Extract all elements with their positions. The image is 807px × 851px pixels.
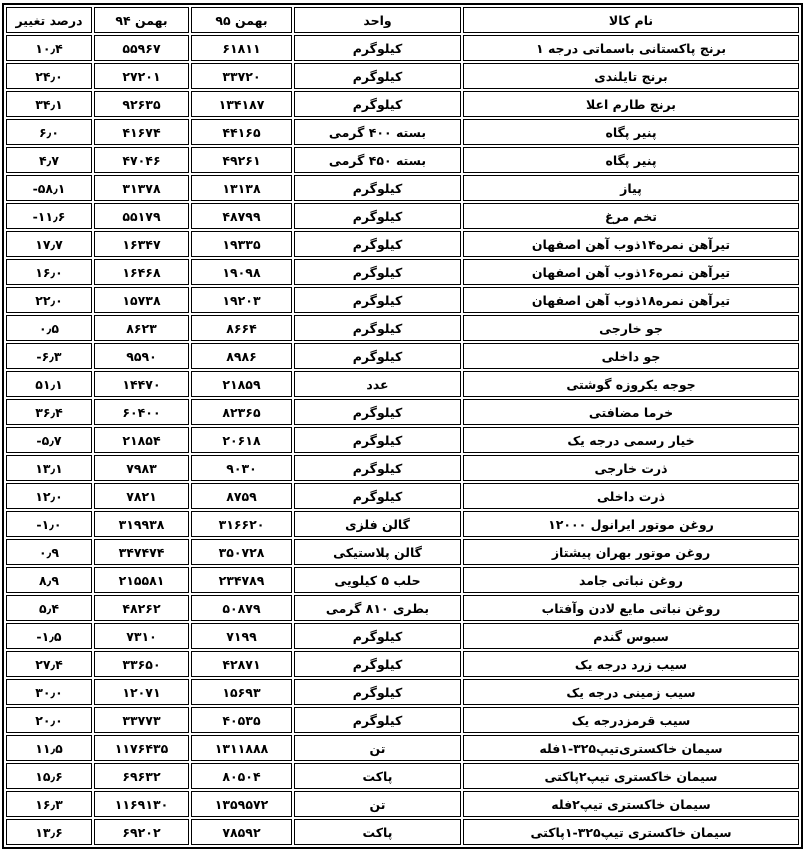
unit-cell: بطری ۸۱۰ گرمی bbox=[294, 595, 461, 621]
table-row bbox=[6, 259, 799, 285]
table-row bbox=[6, 63, 799, 89]
unit-cell: کیلوگرم bbox=[294, 63, 461, 89]
bahman-94-value-cell: ۹۵۹۰ bbox=[94, 343, 189, 369]
unit-cell: حلب ۵ کیلویی bbox=[294, 567, 461, 593]
percent-change-cell: ۱۵٫۶ bbox=[6, 763, 92, 789]
table-row bbox=[6, 287, 799, 313]
unit-cell: گالن فلزی bbox=[294, 511, 461, 537]
item-name-cell: سیب زرد درجه یک bbox=[463, 651, 799, 677]
unit-cell: کیلوگرم bbox=[294, 91, 461, 117]
item-name-cell: خیار رسمی درجه یک bbox=[463, 427, 799, 453]
item-name-cell: پنیر پگاه bbox=[463, 119, 799, 145]
bahman-95-value-cell: ۳۱۶۶۲۰ bbox=[191, 511, 292, 537]
table-row bbox=[6, 567, 799, 593]
table-row bbox=[6, 91, 799, 117]
bahman-94-value-cell: ۴۸۲۶۲ bbox=[94, 595, 189, 621]
percent-change-cell: ۰٫۵ bbox=[6, 315, 92, 341]
table-row bbox=[6, 371, 799, 397]
item-name-cell: سیب قرمزدرجه یک bbox=[463, 707, 799, 733]
bahman-94-value-cell: ۳۱۹۹۳۸ bbox=[94, 511, 189, 537]
bahman-94-value-cell: ۵۵۹۶۷ bbox=[94, 35, 189, 61]
item-name-cell: روغن موتور ایرانول ۱۲۰۰۰ bbox=[463, 511, 799, 537]
bahman-95-value-cell: ۵۰۸۷۹ bbox=[191, 595, 292, 621]
bahman-95-value-cell: ۱۳۵۹۵۷۲ bbox=[191, 791, 292, 817]
bahman-94-value-cell: ۳۳۷۷۳ bbox=[94, 707, 189, 733]
item-name-cell: برنج طارم اعلا bbox=[463, 91, 799, 117]
item-name-cell: تیرآهن نمره۱۴ذوب آهن اصفهان bbox=[463, 231, 799, 257]
bahman-95-value-cell: ۱۹۰۹۸ bbox=[191, 259, 292, 285]
item-name-cell: روغن نباتی مایع لادن وآفتاب bbox=[463, 595, 799, 621]
percent-change-cell: ۳۰٫۰ bbox=[6, 679, 92, 705]
percent-change-cell: ۲۲٫۰ bbox=[6, 287, 92, 313]
bahman-95-value-cell: ۴۲۸۷۱ bbox=[191, 651, 292, 677]
table-row bbox=[6, 595, 799, 621]
bahman-95-value-cell: ۹۰۳۰ bbox=[191, 455, 292, 481]
table-row bbox=[6, 623, 799, 649]
item-name-cell: سیمان خاکستری تیپ۲فله bbox=[463, 791, 799, 817]
percent-change-cell: ۵۱٫۱ bbox=[6, 371, 92, 397]
percent-change-cell: ۲۰٫۰ bbox=[6, 707, 92, 733]
table-row bbox=[6, 147, 799, 173]
bahman-94-value-cell: ۷۸۲۱ bbox=[94, 483, 189, 509]
unit-cell: بسته ۴۵۰ گرمی bbox=[294, 147, 461, 173]
table-row bbox=[6, 399, 799, 425]
bahman-94-value-cell: ۱۱۷۶۴۳۵ bbox=[94, 735, 189, 761]
bahman-94-value-cell: ۴۷۰۴۶ bbox=[94, 147, 189, 173]
percent-change-cell: ۸٫۹ bbox=[6, 567, 92, 593]
table-row bbox=[6, 455, 799, 481]
unit-cell: کیلوگرم bbox=[294, 35, 461, 61]
bahman-95-value-cell: ۱۹۳۳۵ bbox=[191, 231, 292, 257]
unit-cell: کیلوگرم bbox=[294, 203, 461, 229]
bahman-95-value-cell: ۷۸۵۹۲ bbox=[191, 819, 292, 845]
bahman-94-value-cell: ۱۲۰۷۱ bbox=[94, 679, 189, 705]
bahman-94-value-cell: ۷۳۱۰ bbox=[94, 623, 189, 649]
unit-cell: تن bbox=[294, 791, 461, 817]
bahman-94-value-cell: ۱۶۴۶۸ bbox=[94, 259, 189, 285]
percent-change-cell: ۳۴٫۱ bbox=[6, 91, 92, 117]
percent-change-cell: -۱٫۰ bbox=[6, 511, 92, 537]
table-row bbox=[6, 231, 799, 257]
unit-cell: پاکت bbox=[294, 763, 461, 789]
table-row bbox=[6, 35, 799, 61]
percent-change-cell: ۳۶٫۴ bbox=[6, 399, 92, 425]
item-name-cell: روغن موتور بهران پیشتاز bbox=[463, 539, 799, 565]
bahman-95-value-cell: ۸۰۵۰۴ bbox=[191, 763, 292, 789]
bahman-94-value-cell: ۱۶۳۴۷ bbox=[94, 231, 189, 257]
unit-cell: کیلوگرم bbox=[294, 175, 461, 201]
bahman-95-value-cell: ۶۱۸۱۱ bbox=[191, 35, 292, 61]
item-name-cell: سیمان خاکستری تیپ۳۲۵-۱پاکتی bbox=[463, 819, 799, 845]
table-row bbox=[6, 791, 799, 817]
bahman-94-value-cell: ۶۹۲۰۲ bbox=[94, 819, 189, 845]
percent-change-cell: -۶٫۳ bbox=[6, 343, 92, 369]
unit-cell: کیلوگرم bbox=[294, 483, 461, 509]
table-row bbox=[6, 175, 799, 201]
percent-change-cell: ۱۳٫۶ bbox=[6, 819, 92, 845]
bahman-95-value-cell: ۳۳۷۲۰ bbox=[191, 63, 292, 89]
table-body bbox=[6, 35, 799, 845]
bahman-94-value-cell: ۳۴۷۴۷۴ bbox=[94, 539, 189, 565]
table-header-row bbox=[6, 7, 799, 33]
percent-change-cell: ۱۰٫۴ bbox=[6, 35, 92, 61]
table-row bbox=[6, 511, 799, 537]
bahman-95-value-cell: ۸۶۶۴ bbox=[191, 315, 292, 341]
table-row bbox=[6, 819, 799, 845]
percent-change-cell: -۵۸٫۱ bbox=[6, 175, 92, 201]
commodity-price-table bbox=[2, 3, 803, 849]
percent-change-cell: ۶٫۰ bbox=[6, 119, 92, 145]
bahman-95-value-cell: ۱۳۱۳۸ bbox=[191, 175, 292, 201]
bahman-94-value-cell: ۸۶۲۳ bbox=[94, 315, 189, 341]
bahman-94-value-cell: ۲۱۸۵۴ bbox=[94, 427, 189, 453]
bahman-94-value-cell: ۳۳۶۵۰ bbox=[94, 651, 189, 677]
item-name-cell: پیاز bbox=[463, 175, 799, 201]
bahman-95-value-cell: ۳۵۰۷۲۸ bbox=[191, 539, 292, 565]
bahman-94-value-cell: ۶۹۶۳۲ bbox=[94, 763, 189, 789]
bahman-95-value-cell: ۴۹۲۶۱ bbox=[191, 147, 292, 173]
bahman-94-value-cell: ۱۵۷۳۸ bbox=[94, 287, 189, 313]
item-name-cell: جوجه یکروزه گوشتی bbox=[463, 371, 799, 397]
item-name-cell: روغن نباتی جامد bbox=[463, 567, 799, 593]
percent-change-cell: -۱٫۵ bbox=[6, 623, 92, 649]
percent-change-cell: -۵٫۷ bbox=[6, 427, 92, 453]
table-row bbox=[6, 483, 799, 509]
unit-cell: کیلوگرم bbox=[294, 287, 461, 313]
table-row bbox=[6, 315, 799, 341]
item-name-cell: جو خارجی bbox=[463, 315, 799, 341]
table-row bbox=[6, 651, 799, 677]
header-unit: واحد bbox=[294, 7, 461, 33]
bahman-94-value-cell: ۷۹۸۳ bbox=[94, 455, 189, 481]
percent-change-cell: ۱۱٫۵ bbox=[6, 735, 92, 761]
item-name-cell: جو داخلی bbox=[463, 343, 799, 369]
bahman-95-value-cell: ۱۹۲۰۳ bbox=[191, 287, 292, 313]
item-name-cell: ذرت داخلی bbox=[463, 483, 799, 509]
unit-cell: گالن پلاستیکی bbox=[294, 539, 461, 565]
header-percent-change: درصد تغییر bbox=[6, 7, 92, 33]
percent-change-cell: ۵٫۴ bbox=[6, 595, 92, 621]
unit-cell: کیلوگرم bbox=[294, 623, 461, 649]
bahman-95-value-cell: ۴۴۱۶۵ bbox=[191, 119, 292, 145]
unit-cell: عدد bbox=[294, 371, 461, 397]
unit-cell: کیلوگرم bbox=[294, 315, 461, 341]
table-row bbox=[6, 119, 799, 145]
unit-cell: کیلوگرم bbox=[294, 343, 461, 369]
percent-change-cell: ۱۳٫۱ bbox=[6, 455, 92, 481]
table-row bbox=[6, 707, 799, 733]
bahman-95-value-cell: ۲۳۴۷۸۹ bbox=[191, 567, 292, 593]
table-row bbox=[6, 539, 799, 565]
percent-change-cell: ۱۲٫۰ bbox=[6, 483, 92, 509]
bahman-95-value-cell: ۷۱۹۹ bbox=[191, 623, 292, 649]
table-row bbox=[6, 763, 799, 789]
item-name-cell: خرما مضافتی bbox=[463, 399, 799, 425]
item-name-cell: سیمان خاکستری تیپ۲پاکتی bbox=[463, 763, 799, 789]
bahman-95-value-cell: ۴۰۵۳۵ bbox=[191, 707, 292, 733]
bahman-94-value-cell: ۲۷۲۰۱ bbox=[94, 63, 189, 89]
percent-change-cell: ۱۶٫۰ bbox=[6, 259, 92, 285]
item-name-cell: سیب زمینی درجه یک bbox=[463, 679, 799, 705]
table-row bbox=[6, 343, 799, 369]
bahman-95-value-cell: ۸۹۸۶ bbox=[191, 343, 292, 369]
bahman-94-value-cell: ۴۱۶۷۴ bbox=[94, 119, 189, 145]
bahman-95-value-cell: ۲۰۶۱۸ bbox=[191, 427, 292, 453]
item-name-cell: ذرت خارجی bbox=[463, 455, 799, 481]
header-item-name: نام کالا bbox=[463, 7, 799, 33]
item-name-cell: برنج پاکستانی باسماتی درجه ۱ bbox=[463, 35, 799, 61]
percent-change-cell: ۲۴٫۰ bbox=[6, 63, 92, 89]
unit-cell: پاکت bbox=[294, 819, 461, 845]
percent-change-cell: -۱۱٫۶ bbox=[6, 203, 92, 229]
unit-cell: تن bbox=[294, 735, 461, 761]
header-bahman-94: بهمن ۹۴ bbox=[94, 7, 189, 33]
unit-cell: کیلوگرم bbox=[294, 259, 461, 285]
table-row bbox=[6, 427, 799, 453]
bahman-95-value-cell: ۱۳۴۱۸۷ bbox=[191, 91, 292, 117]
unit-cell: کیلوگرم bbox=[294, 651, 461, 677]
unit-cell: بسته ۴۰۰ گرمی bbox=[294, 119, 461, 145]
unit-cell: کیلوگرم bbox=[294, 679, 461, 705]
bahman-94-value-cell: ۵۵۱۷۹ bbox=[94, 203, 189, 229]
item-name-cell: تیرآهن نمره۱۸ذوب آهن اصفهان bbox=[463, 287, 799, 313]
table-row bbox=[6, 679, 799, 705]
bahman-94-value-cell: ۹۲۶۳۵ bbox=[94, 91, 189, 117]
bahman-95-value-cell: ۲۱۸۵۹ bbox=[191, 371, 292, 397]
bahman-95-value-cell: ۸۲۳۶۵ bbox=[191, 399, 292, 425]
bahman-94-value-cell: ۲۱۵۵۸۱ bbox=[94, 567, 189, 593]
item-name-cell: سیمان خاکستری‌تیپ۳۲۵-۱فله bbox=[463, 735, 799, 761]
unit-cell: کیلوگرم bbox=[294, 455, 461, 481]
item-name-cell: تخم مرغ bbox=[463, 203, 799, 229]
percent-change-cell: ۱۶٫۳ bbox=[6, 791, 92, 817]
percent-change-cell: ۱۷٫۷ bbox=[6, 231, 92, 257]
item-name-cell: پنیر پگاه bbox=[463, 147, 799, 173]
table-row bbox=[6, 203, 799, 229]
bahman-94-value-cell: ۱۱۶۹۱۳۰ bbox=[94, 791, 189, 817]
item-name-cell: برنج تایلندی bbox=[463, 63, 799, 89]
item-name-cell: سبوس گندم bbox=[463, 623, 799, 649]
percent-change-cell: ۴٫۷ bbox=[6, 147, 92, 173]
bahman-94-value-cell: ۳۱۳۷۸ bbox=[94, 175, 189, 201]
item-name-cell: تیرآهن نمره۱۶ذوب آهن اصفهان bbox=[463, 259, 799, 285]
unit-cell: کیلوگرم bbox=[294, 427, 461, 453]
bahman-95-value-cell: ۴۸۷۹۹ bbox=[191, 203, 292, 229]
unit-cell: کیلوگرم bbox=[294, 231, 461, 257]
header-bahman-95: بهمن ۹۵ bbox=[191, 7, 292, 33]
bahman-94-value-cell: ۶۰۴۰۰ bbox=[94, 399, 189, 425]
unit-cell: کیلوگرم bbox=[294, 707, 461, 733]
unit-cell: کیلوگرم bbox=[294, 399, 461, 425]
percent-change-cell: ۲۷٫۴ bbox=[6, 651, 92, 677]
table-row bbox=[6, 735, 799, 761]
bahman-95-value-cell: ۱۵۶۹۳ bbox=[191, 679, 292, 705]
bahman-95-value-cell: ۱۳۱۱۸۸۸ bbox=[191, 735, 292, 761]
bahman-95-value-cell: ۸۷۵۹ bbox=[191, 483, 292, 509]
percent-change-cell: ۰٫۹ bbox=[6, 539, 92, 565]
bahman-94-value-cell: ۱۴۴۷۰ bbox=[94, 371, 189, 397]
